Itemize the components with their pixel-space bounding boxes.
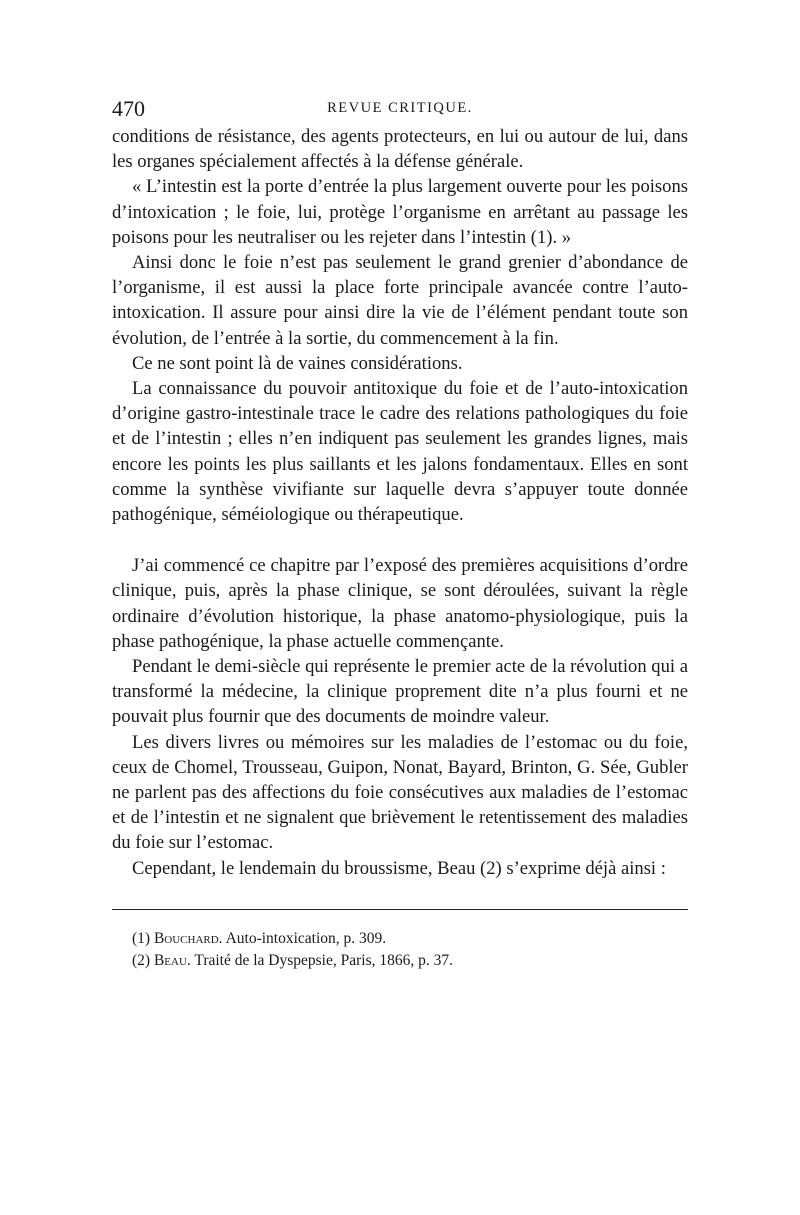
paragraph: La connaissance du pouvoir antitoxique du foie et de l’auto-intoxication d’origine gastro-intestinale trace le cadre des relations pathologiques du foie et de l’intestin ; elles n’en indiquent pas seulement les grandes lignes, mais encore les points les plus saillants et les jalons fondamentaux. Elles en sont comme la synthèse vivifiante sur laquelle devra s’appuyer toute donnée pathogénique, séméiologique ou thérapeutique. — [112, 378, 688, 526]
paragraph: Ce ne sont point là de vaines considérations. — [132, 352, 463, 374]
footnote-text: Traité de la Dyspepsie, Paris, 1866, p. 37. — [194, 951, 453, 969]
paragraph: Les divers livres ou mémoires sur les maladies de l’estomac ou du foie, ceux de Chomel, Trousseau, Guipon, Nonat, Bayard, Brinton, G. Sée, Gubler ne parlent pas des affections du foie consécutives aux maladies de l’estomac et de l’intestin et ne signalent que brièvement le retentissement des maladies du foie sur l’estomac. — [112, 731, 688, 854]
paragraph: Ainsi donc le foie n’est pas seulement le grand grenier d’abondance de l’organisme, il est aussi la place forte principale avancée contre l’auto-intoxication. Il assure pour ainsi dire la vie de l’élément pendant toute son évolution, de l’entrée à la sortie, du commencement à la fin. — [112, 252, 688, 349]
footnote-author: Beau. — [153, 951, 191, 969]
running-title: REVUE CRITIQUE. — [327, 100, 473, 116]
footnote-rule — [112, 909, 688, 910]
footnote — [132, 928, 688, 950]
book-page — [112, 96, 688, 972]
footnote-marker: (1) — [132, 929, 151, 947]
paragraph: Pendant le demi-siècle qui représente le premier acte de la révolution qui a transformé la médecine, la clinique proprement dite n’a plus fourni et ne pouvait plus fournir que des documents de moindre valeur. — [112, 656, 688, 728]
page-number: 470 — [112, 96, 145, 121]
footnote — [132, 950, 688, 972]
page-header — [112, 96, 688, 124]
paragraph: J’ai commencé ce chapitre par l’exposé des premières acquisitions d’ordre clinique, puis, après la phase clinique, se sont déroulées, suivant la règle ordinaire d’évolution historique, la phase anatomo-physiologique, puis la phase pathogénique, la phase actuelle commençante. — [112, 555, 688, 652]
footnote-marker: (2) — [132, 951, 151, 969]
paragraph: Cependant, le lendemain du broussisme, Beau (2) s’exprime déjà ainsi : — [132, 857, 666, 879]
paragraph: « L’intestin est la porte d’entrée la plus largement ouverte pour les poisons d’intoxication ; le foie, lui, protège l’organisme en arrêtant au passage les poisons pour les neutraliser ou les rejeter dans l’intestin (1). » — [112, 176, 688, 248]
paragraph: conditions de résistance, des agents protecteurs, en lui ou autour de lui, dans les organes spécialement affectés à la défense générale. — [112, 126, 688, 173]
footnotes — [112, 928, 688, 972]
body-text — [112, 124, 688, 881]
footnote-text: Auto-intoxication, p. 309. — [225, 929, 387, 947]
section-gap — [112, 527, 688, 553]
footnote-author: Bouchard. — [153, 929, 223, 947]
